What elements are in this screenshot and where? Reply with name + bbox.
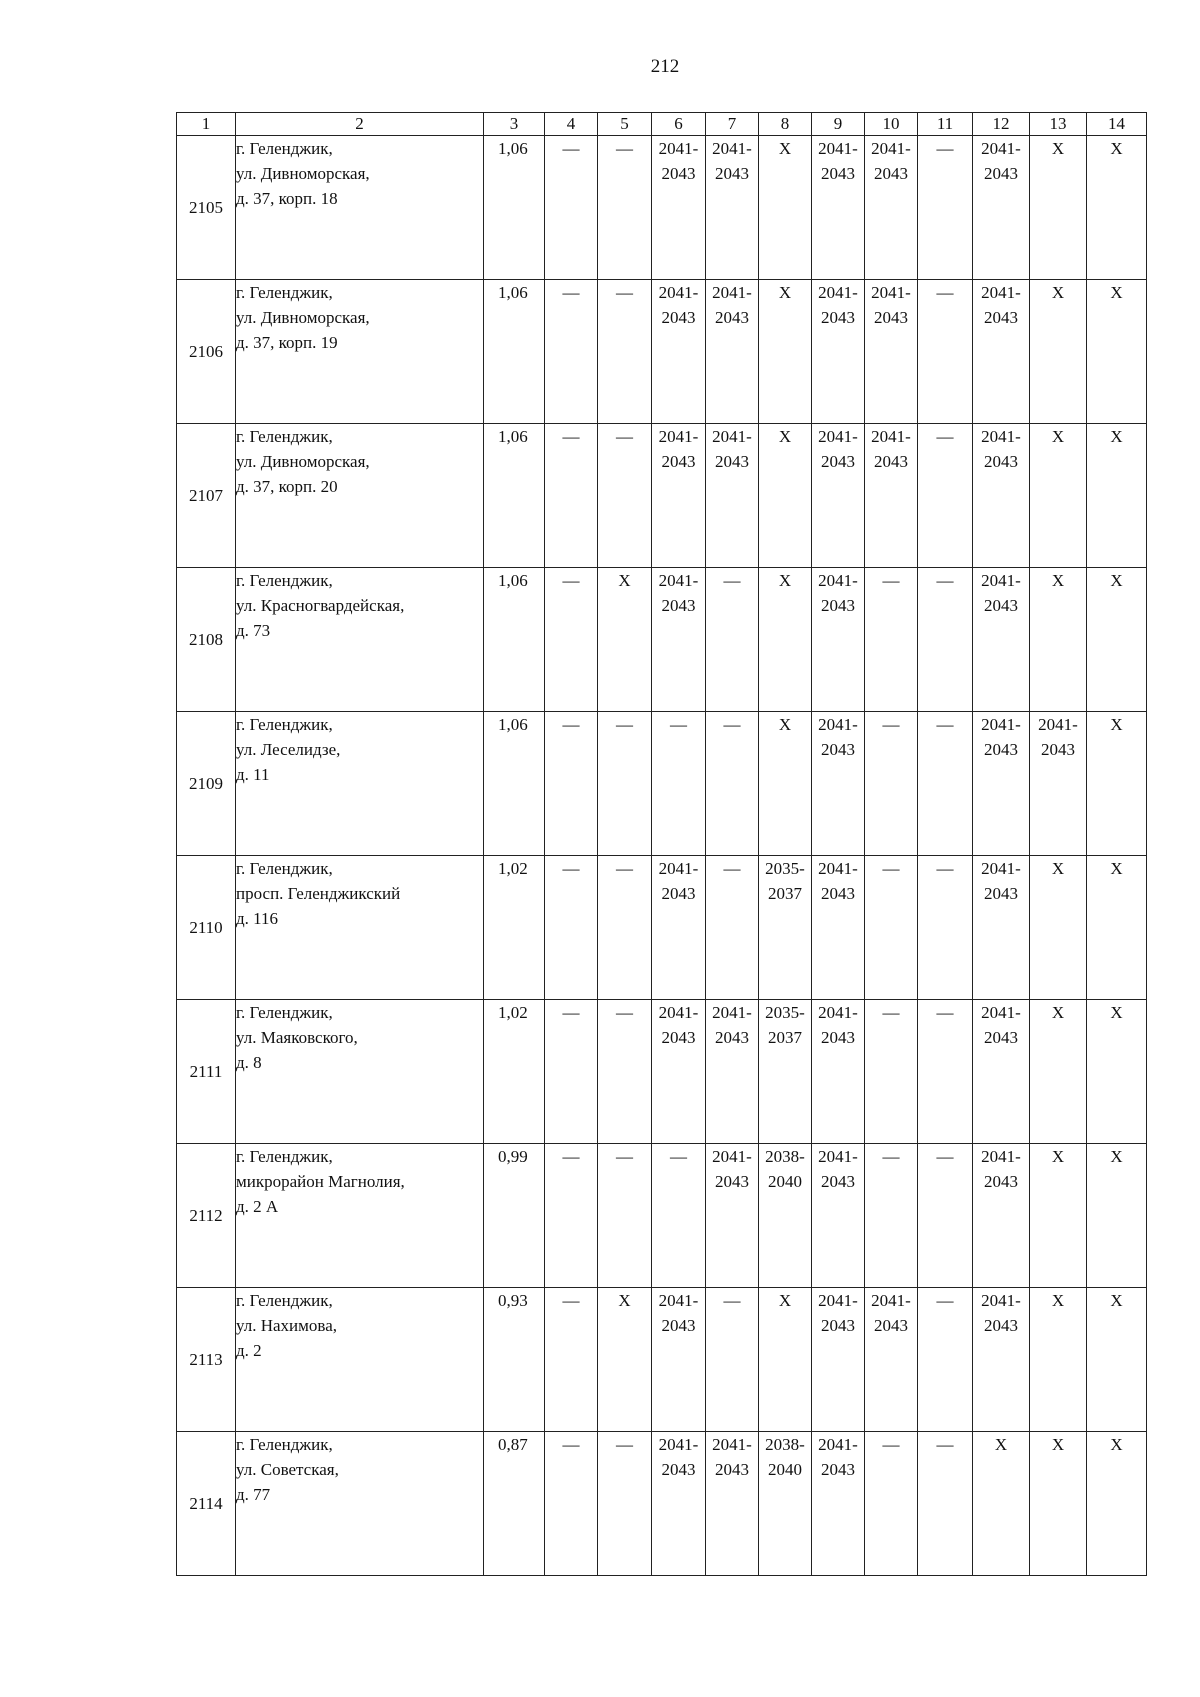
value-cell-col-11: —	[918, 136, 973, 280]
value-cell-col-8: X	[759, 280, 812, 424]
column-header-9: 9	[812, 113, 865, 136]
value-cell-col-3: 1,02	[484, 1000, 545, 1144]
address-line: д. 11	[236, 765, 270, 784]
column-header-3: 3	[484, 113, 545, 136]
value-cell-col-10: —	[865, 568, 918, 712]
column-header-5: 5	[598, 113, 652, 136]
row-number: 2113	[177, 1288, 236, 1432]
value-cell-col-10: 2041- 2043	[865, 1288, 918, 1432]
value-cell-col-7: 2041- 2043	[706, 1144, 759, 1288]
value-cell-col-6: —	[652, 712, 706, 856]
value-cell-col-9: 2041- 2043	[812, 856, 865, 1000]
value-cell-col-14: X	[1087, 424, 1147, 568]
table-row	[177, 1144, 1147, 1288]
value-cell-col-3: 1,06	[484, 712, 545, 856]
address-line: ул. Дивноморская,	[236, 164, 370, 183]
address-line: д. 8	[236, 1053, 262, 1072]
value-cell-col-5: —	[598, 1000, 652, 1144]
value-cell-col-11: —	[918, 568, 973, 712]
address-line: г. Геленджик,	[236, 427, 333, 446]
address-line: д. 37, корп. 19	[236, 333, 338, 352]
column-header-4: 4	[545, 113, 598, 136]
value-cell-col-9: 2041- 2043	[812, 1432, 865, 1576]
address-line: г. Геленджик,	[236, 1003, 333, 1022]
address-cell	[236, 1144, 484, 1288]
address-line: г. Геленджик,	[236, 1291, 333, 1310]
value-cell-col-8: 2035- 2037	[759, 856, 812, 1000]
address-line: д. 77	[236, 1485, 271, 1504]
value-cell-col-12: 2041- 2043	[973, 1000, 1030, 1144]
value-cell-col-7: —	[706, 856, 759, 1000]
value-cell-col-4: —	[545, 424, 598, 568]
value-cell-col-14: X	[1087, 568, 1147, 712]
value-cell-col-7: 2041- 2043	[706, 1000, 759, 1144]
value-cell-col-3: 1,06	[484, 424, 545, 568]
value-cell-col-14: X	[1087, 136, 1147, 280]
address-line: д. 37, корп. 18	[236, 189, 338, 208]
value-cell-col-11: —	[918, 856, 973, 1000]
table-row	[177, 712, 1147, 856]
row-number: 2110	[177, 856, 236, 1000]
value-cell-col-10: 2041- 2043	[865, 136, 918, 280]
value-cell-col-12: 2041- 2043	[973, 1288, 1030, 1432]
value-cell-col-3: 1,06	[484, 280, 545, 424]
value-cell-col-4: —	[545, 1144, 598, 1288]
address-line: д. 116	[236, 909, 279, 928]
table-row	[177, 280, 1147, 424]
address-line: ул. Советская,	[236, 1460, 339, 1479]
value-cell-col-13: X	[1030, 1144, 1087, 1288]
column-header-10: 10	[865, 113, 918, 136]
value-cell-col-10: —	[865, 856, 918, 1000]
value-cell-col-6: 2041- 2043	[652, 1000, 706, 1144]
value-cell-col-9: 2041- 2043	[812, 136, 865, 280]
value-cell-col-7: 2041- 2043	[706, 1432, 759, 1576]
table-row	[177, 424, 1147, 568]
value-cell-col-13: X	[1030, 1432, 1087, 1576]
value-cell-col-10: —	[865, 712, 918, 856]
value-cell-col-11: —	[918, 424, 973, 568]
address-line: г. Геленджик,	[236, 1147, 333, 1166]
value-cell-col-7: 2041- 2043	[706, 280, 759, 424]
address-line: г. Геленджик,	[236, 715, 333, 734]
table-row	[177, 1432, 1147, 1576]
value-cell-col-12: 2041- 2043	[973, 136, 1030, 280]
address-line: г. Геленджик,	[236, 139, 333, 158]
column-header-7: 7	[706, 113, 759, 136]
address-line: г. Геленджик,	[236, 571, 333, 590]
value-cell-col-11: —	[918, 1144, 973, 1288]
address-line: просп. Геленджикский	[236, 884, 401, 903]
value-cell-col-10: —	[865, 1000, 918, 1144]
header-row	[177, 113, 1147, 136]
value-cell-col-6: 2041- 2043	[652, 280, 706, 424]
value-cell-col-9: 2041- 2043	[812, 712, 865, 856]
data-table	[176, 112, 1147, 1576]
value-cell-col-4: —	[545, 1000, 598, 1144]
address-line: ул. Дивноморская,	[236, 308, 370, 327]
value-cell-col-13: X	[1030, 280, 1087, 424]
row-number: 2111	[177, 1000, 236, 1144]
value-cell-col-6: 2041- 2043	[652, 1432, 706, 1576]
row-number: 2108	[177, 568, 236, 712]
value-cell-col-14: X	[1087, 712, 1147, 856]
address-cell	[236, 136, 484, 280]
value-cell-col-13: X	[1030, 424, 1087, 568]
value-cell-col-8: 2038- 2040	[759, 1432, 812, 1576]
value-cell-col-8: X	[759, 424, 812, 568]
column-header-12: 12	[973, 113, 1030, 136]
value-cell-col-5: X	[598, 568, 652, 712]
value-cell-col-5: —	[598, 712, 652, 856]
value-cell-col-8: X	[759, 712, 812, 856]
column-header-11: 11	[918, 113, 973, 136]
address-line: микрорайон Магнолия,	[236, 1172, 405, 1191]
value-cell-col-13: X	[1030, 856, 1087, 1000]
row-number: 2109	[177, 712, 236, 856]
value-cell-col-7: —	[706, 712, 759, 856]
value-cell-col-4: —	[545, 280, 598, 424]
value-cell-col-7: 2041- 2043	[706, 136, 759, 280]
value-cell-col-9: 2041- 2043	[812, 280, 865, 424]
column-header-8: 8	[759, 113, 812, 136]
value-cell-col-4: —	[545, 568, 598, 712]
address-line: ул. Леселидзе,	[236, 740, 341, 759]
table-body	[177, 136, 1147, 1576]
value-cell-col-4: —	[545, 1432, 598, 1576]
value-cell-col-14: X	[1087, 1000, 1147, 1144]
value-cell-col-6: 2041- 2043	[652, 424, 706, 568]
column-header-14: 14	[1087, 113, 1147, 136]
row-number: 2106	[177, 280, 236, 424]
value-cell-col-12: X	[973, 1432, 1030, 1576]
value-cell-col-12: 2041- 2043	[973, 568, 1030, 712]
value-cell-col-6: —	[652, 1144, 706, 1288]
value-cell-col-9: 2041- 2043	[812, 1000, 865, 1144]
table-row	[177, 1288, 1147, 1432]
value-cell-col-11: —	[918, 1432, 973, 1576]
value-cell-col-7: —	[706, 1288, 759, 1432]
value-cell-col-9: 2041- 2043	[812, 424, 865, 568]
value-cell-col-12: 2041- 2043	[973, 280, 1030, 424]
value-cell-col-5: —	[598, 136, 652, 280]
value-cell-col-10: —	[865, 1144, 918, 1288]
address-cell	[236, 856, 484, 1000]
value-cell-col-14: X	[1087, 1432, 1147, 1576]
value-cell-col-12: 2041- 2043	[973, 424, 1030, 568]
address-cell	[236, 1288, 484, 1432]
address-line: ул. Маяковского,	[236, 1028, 358, 1047]
value-cell-col-11: —	[918, 1000, 973, 1144]
row-number: 2105	[177, 136, 236, 280]
column-header-2: 2	[236, 113, 484, 136]
address-line: ул. Дивноморская,	[236, 452, 370, 471]
row-number: 2112	[177, 1144, 236, 1288]
value-cell-col-13: X	[1030, 136, 1087, 280]
value-cell-col-8: X	[759, 136, 812, 280]
column-header-13: 13	[1030, 113, 1087, 136]
row-number: 2114	[177, 1432, 236, 1576]
value-cell-col-12: 2041- 2043	[973, 712, 1030, 856]
value-cell-col-10: —	[865, 1432, 918, 1576]
address-cell	[236, 280, 484, 424]
value-cell-col-9: 2041- 2043	[812, 568, 865, 712]
value-cell-col-7: —	[706, 568, 759, 712]
value-cell-col-6: 2041- 2043	[652, 136, 706, 280]
value-cell-col-8: X	[759, 568, 812, 712]
value-cell-col-6: 2041- 2043	[652, 856, 706, 1000]
value-cell-col-14: X	[1087, 856, 1147, 1000]
address-line: г. Геленджик,	[236, 283, 333, 302]
value-cell-col-5: X	[598, 1288, 652, 1432]
value-cell-col-10: 2041- 2043	[865, 424, 918, 568]
address-cell	[236, 1000, 484, 1144]
value-cell-col-7: 2041- 2043	[706, 424, 759, 568]
value-cell-col-9: 2041- 2043	[812, 1144, 865, 1288]
value-cell-col-3: 1,06	[484, 136, 545, 280]
value-cell-col-11: —	[918, 712, 973, 856]
value-cell-col-14: X	[1087, 280, 1147, 424]
address-cell	[236, 568, 484, 712]
value-cell-col-10: 2041- 2043	[865, 280, 918, 424]
value-cell-col-14: X	[1087, 1288, 1147, 1432]
table-row	[177, 856, 1147, 1000]
value-cell-col-8: 2035- 2037	[759, 1000, 812, 1144]
row-number: 2107	[177, 424, 236, 568]
value-cell-col-11: —	[918, 280, 973, 424]
address-line: ул. Нахимова,	[236, 1316, 338, 1335]
address-cell	[236, 424, 484, 568]
value-cell-col-5: —	[598, 856, 652, 1000]
table-row	[177, 568, 1147, 712]
table-row	[177, 136, 1147, 280]
address-line: д. 73	[236, 621, 271, 640]
value-cell-col-13: X	[1030, 1000, 1087, 1144]
value-cell-col-3: 0,93	[484, 1288, 545, 1432]
table-row	[177, 1000, 1147, 1144]
value-cell-col-13: X	[1030, 1288, 1087, 1432]
value-cell-col-4: —	[545, 856, 598, 1000]
address-line: д. 37, корп. 20	[236, 477, 338, 496]
value-cell-col-4: —	[545, 136, 598, 280]
value-cell-col-6: 2041- 2043	[652, 568, 706, 712]
value-cell-col-3: 0,99	[484, 1144, 545, 1288]
value-cell-col-4: —	[545, 712, 598, 856]
value-cell-col-8: X	[759, 1288, 812, 1432]
value-cell-col-5: —	[598, 424, 652, 568]
column-header-6: 6	[652, 113, 706, 136]
value-cell-col-5: —	[598, 1144, 652, 1288]
address-line: д. 2 А	[236, 1197, 279, 1216]
address-line: ул. Красногвардейская,	[236, 596, 405, 615]
address-line: г. Геленджик,	[236, 859, 333, 878]
address-cell	[236, 712, 484, 856]
value-cell-col-9: 2041- 2043	[812, 1288, 865, 1432]
value-cell-col-5: —	[598, 1432, 652, 1576]
page-number: 212	[650, 56, 680, 77]
table-header	[177, 113, 1147, 136]
value-cell-col-5: —	[598, 280, 652, 424]
value-cell-col-4: —	[545, 1288, 598, 1432]
value-cell-col-11: —	[918, 1288, 973, 1432]
value-cell-col-8: 2038- 2040	[759, 1144, 812, 1288]
address-cell	[236, 1432, 484, 1576]
value-cell-col-6: 2041- 2043	[652, 1288, 706, 1432]
value-cell-col-3: 1,02	[484, 856, 545, 1000]
value-cell-col-13: 2041- 2043	[1030, 712, 1087, 856]
address-line: д. 2	[236, 1341, 262, 1360]
value-cell-col-12: 2041- 2043	[973, 856, 1030, 1000]
value-cell-col-3: 0,87	[484, 1432, 545, 1576]
column-header-1: 1	[177, 113, 236, 136]
value-cell-col-14: X	[1087, 1144, 1147, 1288]
value-cell-col-12: 2041- 2043	[973, 1144, 1030, 1288]
address-line: г. Геленджик,	[236, 1435, 333, 1454]
value-cell-col-13: X	[1030, 568, 1087, 712]
value-cell-col-3: 1,06	[484, 568, 545, 712]
